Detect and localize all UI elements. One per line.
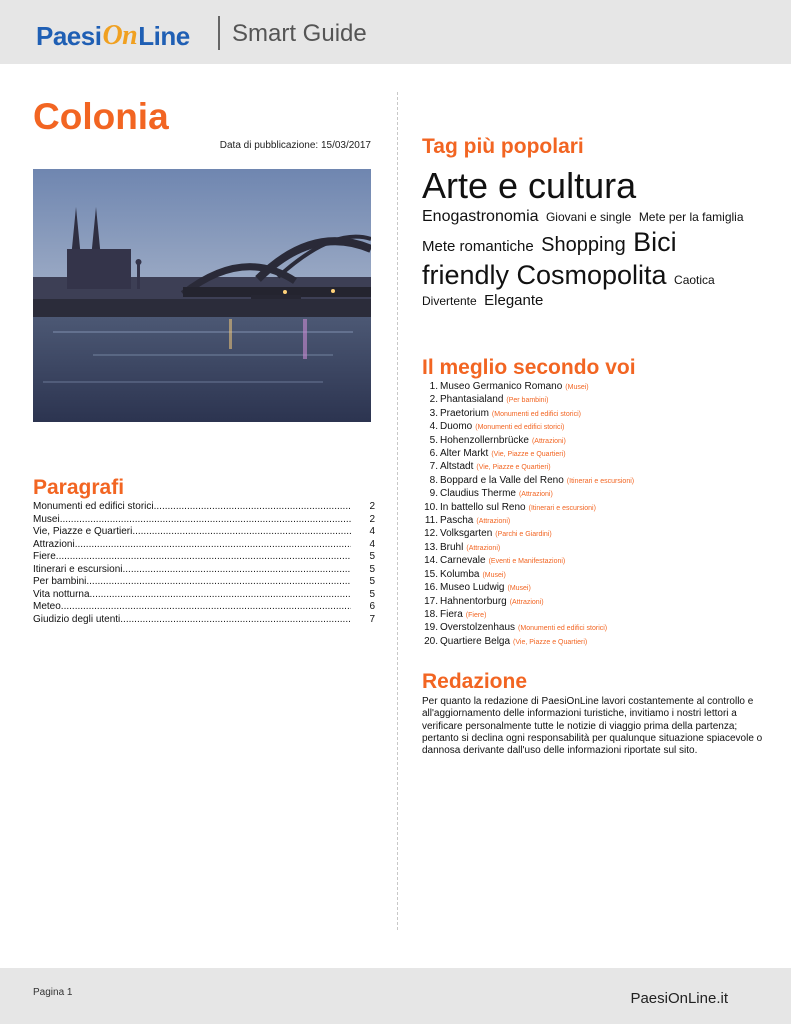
page-title: Colonia <box>33 96 169 137</box>
list-item-category: (Attrazioni) <box>518 491 553 499</box>
toc-row[interactable] <box>33 539 375 552</box>
tags-heading: Tag più popolari <box>422 135 584 158</box>
list-item[interactable] <box>422 609 772 622</box>
list-item-number: 17. <box>424 595 438 607</box>
list-item[interactable] <box>422 475 772 488</box>
list-item-name: Hahnentorburg <box>440 595 507 607</box>
toc-leader-dots <box>86 576 351 589</box>
list-item-number: 6. <box>429 448 438 460</box>
list-item[interactable] <box>422 448 772 461</box>
header-subtitle: Smart Guide <box>232 20 367 47</box>
toc-row[interactable] <box>33 526 375 539</box>
toc-page-number: 5 <box>369 576 375 587</box>
toc-row[interactable] <box>33 501 375 514</box>
list-item-category: (Parchi e Giardini) <box>495 531 552 539</box>
best-heading: Il meglio secondo voi <box>422 356 636 379</box>
list-item[interactable] <box>422 394 772 407</box>
tag-link[interactable]: Mete romantiche <box>422 238 534 256</box>
toc-label: Meteo <box>33 601 61 612</box>
list-item-name: In battello sul Reno <box>440 501 526 513</box>
toc-row[interactable] <box>33 564 375 577</box>
list-item-number: 16. <box>424 582 438 594</box>
toc-leader-dots <box>154 501 351 514</box>
list-item-category: (Itinerari e escursioni) <box>566 477 635 485</box>
list-item-name: Fiera <box>440 608 463 620</box>
list-item-category: (Attrazioni) <box>476 518 511 526</box>
list-item[interactable] <box>422 636 772 649</box>
toc-page-number: 2 <box>369 501 375 512</box>
best-list <box>422 381 772 649</box>
list-item-name: Museo Germanico Romano <box>440 381 563 392</box>
tag-link[interactable]: Giovani e single <box>545 210 632 225</box>
tag-link[interactable]: Enogastronomia <box>422 208 539 226</box>
list-item-name: Carnevale <box>440 555 486 567</box>
list-item-category: (Musei) <box>565 384 589 391</box>
header-separator <box>218 16 220 50</box>
page-number: Pagina 1 <box>33 987 73 998</box>
toc-leader-dots <box>75 539 351 552</box>
toc-row[interactable] <box>33 514 375 527</box>
list-item-name: Pascha <box>440 515 474 527</box>
toc-row[interactable] <box>33 576 375 589</box>
tag-link[interactable]: Elegante <box>484 292 544 310</box>
list-item-name: Kolumba <box>440 568 480 580</box>
list-item-name: Altstadt <box>440 461 474 473</box>
toc-label: Musei <box>33 513 60 525</box>
list-item-number: 14. <box>424 555 438 567</box>
toc-page-number: 6 <box>369 601 375 612</box>
list-item-category: (Monumenti ed edifici storici) <box>475 424 565 432</box>
list-item-number: 3. <box>429 407 438 419</box>
list-item-category: (Vie, Piazze e Quartieri) <box>491 451 566 459</box>
toc-page-number: 5 <box>369 588 375 600</box>
list-item-number: 11. <box>424 515 438 527</box>
list-item-name: Museo Ludwig <box>440 582 505 594</box>
publication-date: Data di pubblicazione: 15/03/2017 <box>219 140 371 151</box>
toc-label: Giudizio degli utenti <box>33 613 121 625</box>
toc-row[interactable] <box>33 551 375 564</box>
list-item[interactable] <box>422 435 772 448</box>
toc-page-number: 2 <box>369 513 375 525</box>
tag-link[interactable]: Arte e cultura <box>422 165 637 206</box>
list-item[interactable] <box>422 555 772 568</box>
tag-link[interactable]: Divertente <box>422 294 477 309</box>
list-item-number: 20. <box>424 635 438 647</box>
list-item[interactable] <box>422 542 772 555</box>
list-item-name: Quartiere Belga <box>440 635 511 647</box>
toc-leader-dots <box>56 551 351 564</box>
list-item-name: Alter Markt <box>440 448 489 460</box>
toc-leader-dots <box>132 526 351 539</box>
list-item[interactable] <box>422 421 772 434</box>
list-item-name: Praetorium <box>440 407 489 419</box>
toc-label: Per bambini <box>33 576 87 587</box>
logo-text-paesi: Paesi <box>36 21 102 51</box>
list-item-category: (Musei) <box>507 585 531 593</box>
toc-leader-dots <box>122 564 351 577</box>
city-photo <box>33 169 371 422</box>
list-item[interactable] <box>422 596 772 609</box>
list-item-number: 5. <box>429 434 438 446</box>
list-item-number: 19. <box>424 622 438 634</box>
list-item[interactable] <box>422 582 772 595</box>
toc-row[interactable] <box>33 589 375 602</box>
list-item-category: (Musei) <box>482 571 506 579</box>
tag-link[interactable]: Mete per la famiglia <box>638 210 744 225</box>
list-item-number: 10. <box>424 501 438 513</box>
toc-label: Monumenti ed edifici storici <box>33 501 154 512</box>
list-item-category: (Attrazioni) <box>531 437 566 445</box>
list-item-number: 13. <box>424 541 438 553</box>
list-item-number: 7. <box>429 461 438 473</box>
list-item-number: 8. <box>429 474 438 486</box>
toc-leader-dots <box>61 601 351 614</box>
list-item-number: 9. <box>429 488 438 500</box>
list-item-category: (Eventi e Manifestazioni) <box>488 558 566 566</box>
list-item-category: (Attrazioni) <box>466 544 501 552</box>
list-item-category: (Fiere) <box>465 611 487 619</box>
list-item-name: Volksgarten <box>440 528 493 540</box>
toc-page-number: 5 <box>369 551 375 562</box>
logo-text-line: Line <box>138 21 190 51</box>
list-item[interactable] <box>422 569 772 582</box>
tag-link[interactable]: Caotica <box>674 272 715 287</box>
toc-page-number: 4 <box>369 538 375 550</box>
toc-page-number: 7 <box>369 613 375 625</box>
paesionline-logo[interactable] <box>36 16 190 52</box>
list-item-category: (Per bambini) <box>506 397 549 405</box>
list-item[interactable] <box>422 622 772 635</box>
list-item-name: Claudius Therme <box>440 488 516 500</box>
list-item-number: 4. <box>429 421 438 433</box>
page-header <box>0 0 791 64</box>
toc-label: Fiere <box>33 551 56 562</box>
site-link[interactable]: PaesiOnLine.it <box>630 990 728 1007</box>
list-item-category: (Itinerari e escursioni) <box>528 504 596 512</box>
list-item[interactable] <box>422 515 772 528</box>
list-item[interactable] <box>422 488 772 501</box>
table-of-contents <box>33 501 375 626</box>
column-divider <box>397 92 398 930</box>
tag-link[interactable]: Bici <box>633 227 677 258</box>
list-item-name: Phantasialand <box>440 394 504 406</box>
list-item[interactable] <box>422 528 772 541</box>
toc-page-number: 4 <box>369 526 375 537</box>
toc-row[interactable] <box>33 601 375 614</box>
list-item-number: 1. <box>429 381 438 392</box>
toc-leader-dots <box>90 589 351 602</box>
list-item-category: (Vie, Piazze e Quartieri) <box>476 464 551 472</box>
list-item-name: Hohenzollernbrücke <box>440 434 529 446</box>
redazione-heading: Redazione <box>422 670 528 693</box>
toc-label: Itinerari e escursioni <box>33 563 123 575</box>
redazione-text: Per quanto la redazione di PaesiOnLine lavori costantemente al controllo e all'aggiornamento delle informazioni turistiche, invitiamo i nostri lettori a verificare personalmente tutte le notizie di viaggio prima della partenza; pertanto si declina ogni responsabilità per qualunque situazione spiacevole o dannosa derivante dall'uso delle informazioni riportate sul sito. <box>422 696 763 757</box>
tag-link[interactable]: friendly <box>422 259 510 290</box>
list-item-name: Overstolzenhaus <box>440 622 516 634</box>
tag-link[interactable]: Cosmopolita <box>516 259 667 290</box>
list-item-category: (Monumenti ed edifici storici) <box>518 625 608 633</box>
list-item-name: Bruhl <box>440 541 464 553</box>
list-item[interactable] <box>422 461 772 474</box>
paragrafi-heading: Paragrafi <box>33 476 125 499</box>
tag-link[interactable]: Shopping <box>541 234 626 257</box>
list-item-number: 12. <box>424 528 438 540</box>
logo-text-on: On <box>102 20 138 51</box>
list-item-number: 15. <box>424 568 438 580</box>
toc-label: Attrazioni <box>33 538 75 550</box>
list-item[interactable] <box>422 381 772 394</box>
list-item-name: Boppard e la Valle del Reno <box>440 474 564 486</box>
list-item[interactable] <box>422 408 772 421</box>
tag-cloud <box>422 164 762 310</box>
toc-leader-dots <box>120 614 351 627</box>
toc-row[interactable] <box>33 614 375 627</box>
list-item-category: (Vie, Piazze e Quartieri) <box>513 638 588 646</box>
list-item-name: Duomo <box>440 421 473 433</box>
list-item-number: 2. <box>429 394 438 406</box>
toc-page-number: 5 <box>369 563 375 575</box>
list-item-category: (Monumenti ed edifici storici) <box>491 410 581 418</box>
list-item-category: (Attrazioni) <box>509 598 544 606</box>
list-item-number: 18. <box>424 608 438 620</box>
toc-leader-dots <box>60 514 351 527</box>
toc-label: Vita notturna <box>33 588 90 600</box>
toc-label: Vie, Piazze e Quartieri <box>33 526 133 537</box>
list-item[interactable] <box>422 502 772 515</box>
